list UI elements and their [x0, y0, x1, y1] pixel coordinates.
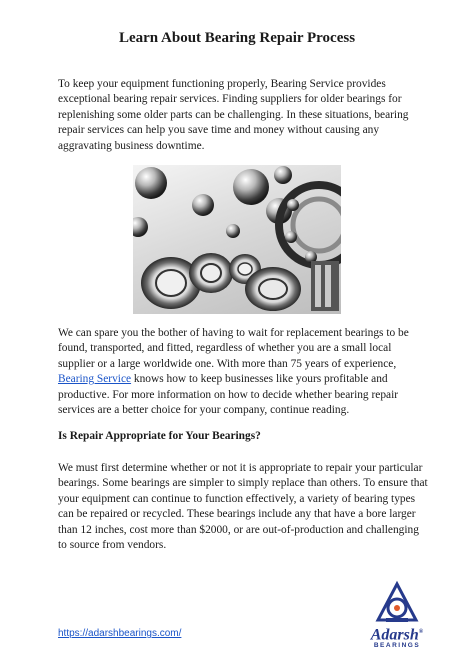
bearing-service-link[interactable]: Bearing Service [58, 373, 132, 386]
logo-subtitle: BEARINGS [373, 642, 421, 649]
experience-text-start: We can spare you the bother of having to wait for replacement bearings to be found, transported, and fitted, regardless of whether you are a small local supplier or a large worldwide one. With more than 75 years of experience, [58, 327, 409, 370]
logo-wordmark: Adarsh® [370, 626, 424, 644]
intro-paragraph: To keep your equipment functioning properly, Bearing Service provides exceptional bearing repair services. Finding suppliers for older bearings for replenishing some older parts can be challenging. In these situations, bearing repair services can help you save time and money without causing any aggravating business downtime. [58, 78, 409, 152]
experience-text-end: knows how to keep businesses like yours profitable and productive. For more information on how to decide whether bearing repair services are a better choice for your company, continue reading. [58, 373, 399, 417]
experience-paragraph [58, 326, 428, 418]
page-title: Learn About Bearing Repair Process [118, 30, 356, 46]
section-heading: Is Repair Appropriate for Your Bearings? [58, 430, 261, 442]
bearings-photo [133, 165, 341, 314]
repair-paragraph: We must first determine whether or not it is appropriate to repair your particular bearings. Some bearings are simpler to simply replace than others. To ensure that your equipment can continue to function effectively, a variety of bearing types can be repaired or recycled. These bearings include any that have a bore larger than 12 inches, cost more than $2000, or are out-of-production and challenging to source from vendors. [58, 462, 428, 552]
footer-website-link[interactable]: https://adarshbearings.com/ [58, 628, 182, 639]
